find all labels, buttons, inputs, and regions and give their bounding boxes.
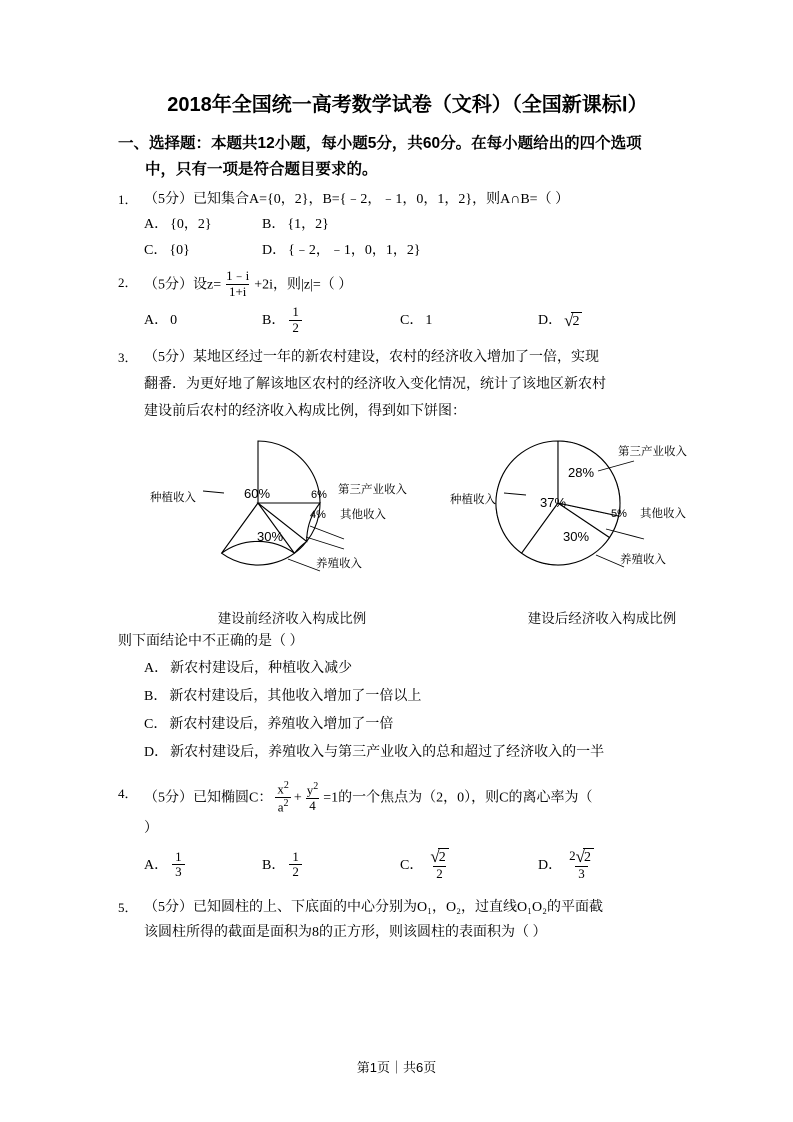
option-1-a-text: {0，2} [170, 217, 212, 232]
question-5-number: 5． [118, 899, 138, 915]
option-1-c [144, 238, 262, 264]
option-3-d: D． 新农村建设后，养殖收入与第三产业收入的总和超过了经济收入的一半 [144, 745, 605, 761]
question-1 [118, 187, 697, 212]
pie-after-value-qita: 5% [611, 508, 627, 521]
section-heading-lead: 一、选择题： [118, 135, 212, 152]
option-1-b-label: B． [262, 217, 286, 232]
option-3-a: A． 新农村建设后，种植收入减少 [144, 661, 353, 677]
option-4-d: D． 2 √ 2 3 [538, 849, 668, 883]
question-2-stem [144, 270, 697, 300]
option-2-b: B． $\frac{1}{2}$ [262, 306, 400, 336]
option-4-c: C． √ 2 2 [400, 849, 538, 883]
pie-before-value-disanchanye: 6% [311, 489, 327, 502]
section-heading-rest: 本题共12小题，每小题5分，共60分。在每小题给出的四个选项 [211, 135, 642, 152]
pie-charts-figure [118, 431, 697, 627]
question-4-fraction-2: $\frac{y^2}{4}$ [306, 781, 319, 814]
page-title: 2018年全国统一高考数学试卷（文科）（全国新课标Ⅰ） [167, 94, 648, 116]
pie-before-label-disanchanye: 第三产业收入 [338, 484, 407, 497]
pie-after-value-yangzhi: 30% [563, 529, 590, 545]
question-2-fraction: $\frac{1﹣i}{1+i}$ [226, 268, 250, 299]
pie-before-value-zhongzhi: 60% [244, 486, 271, 502]
question-2-stem-pre: （5分）设z= [144, 277, 222, 293]
option-1-d-label: D． [262, 243, 287, 258]
pie-after-value-zhongzhi: 37% [540, 495, 567, 511]
question-4-stem-post: =1的一个焦点为（2，0），则C的离心率为（ [323, 790, 593, 806]
section-heading [118, 131, 697, 183]
question-3-after-chart: 则下面结论中不正确的是（ ） [118, 634, 304, 650]
option-4-b: B． $\frac{1}{2}$ [262, 849, 400, 883]
pie-before-value-yangzhi: 30% [257, 529, 284, 545]
question-5-stem-line1: （5分）已知圆柱的上、下底面的中心分别为O₁，O₂，过直线O₁O₂的平面截 [144, 899, 603, 915]
option-1-a-label: A． [144, 217, 169, 232]
option-3-b: B． 新农村建设后，其他收入增加了一倍以上 [144, 689, 422, 705]
pie-chart-after [448, 431, 748, 627]
question-3-stem-line3: 建设前后农村的经济收入构成比例，得到如下饼图： [144, 404, 466, 420]
option-1-c-text: {0} [169, 243, 190, 258]
question-4-number: 4． [118, 786, 138, 802]
question-4-stem-pre: （5分）已知椭圆C： [144, 790, 273, 806]
question-1-number: 1． [118, 192, 138, 207]
question-2-number: 2． [118, 275, 138, 290]
question-3-stem-line2: 翻番．为更好地了解该地区农村的经济收入变化情况，统计了该地区新农村 [144, 377, 606, 393]
question-2-options [144, 306, 697, 336]
option-2-d: D． √ 2 [538, 306, 668, 336]
question-3-number: 3． [118, 350, 138, 366]
question-4: 4． （5分）已知椭圆C： $\frac{x^2}{a^2}$ + $\frac{y^2}{4}$ =1的一个焦点为（2，0），则C的离心率为（ ） [118, 781, 697, 841]
option-1-b-text: {1，2} [287, 217, 329, 232]
question-3 [118, 344, 697, 425]
section-heading-line2: 中，只有一项是符合题目要求的。 [145, 161, 378, 178]
pie-after-label-yangzhi: 养殖收入 [620, 554, 666, 567]
question-4-options [144, 846, 697, 883]
question-3-stem-line1: （5分）某地区经过一年的新农村建设，农村的经济收入增加了一倍，实现 [144, 350, 599, 366]
pie-after-value-disanchanye: 28% [568, 465, 595, 481]
pie-chart-before-svg [148, 431, 448, 596]
question-5 [118, 895, 697, 945]
option-2-a: A． 0 [144, 313, 178, 329]
pie-after-label-qita: 其他收入 [640, 508, 686, 521]
option-1-a [144, 212, 262, 238]
pie-chart-before [148, 431, 448, 627]
question-5-stem-line2: 该圆柱所得的截面是面积为8的正方形，则该圆柱的表面积为（ ） [144, 924, 547, 940]
pie-before-label-qita: 其他收入 [340, 509, 386, 522]
question-1-stem: （5分）已知集合A={0，2}，B={﹣2，﹣1，0，1，2}，则A∩B=（ ） [144, 192, 570, 207]
pie-before-label-zhongzhi: 种植收入 [150, 492, 196, 505]
option-1-b [262, 212, 400, 238]
pie-after-caption: 建设后经济收入构成比例 [527, 611, 677, 627]
question-4-stem-line2: ） [144, 820, 158, 836]
pie-chart-after-svg [448, 431, 748, 596]
page-footer: 第1页｜共6页 [356, 1060, 437, 1075]
option-1-d [262, 238, 421, 264]
option-2-c: C． 1 [400, 313, 433, 329]
pie-before-label-yangzhi: 养殖收入 [316, 558, 362, 571]
question-2 [118, 270, 697, 300]
option-1-c-label: C． [144, 243, 168, 258]
question-1-options [144, 212, 697, 264]
pie-after-label-disanchanye: 第三产业收入 [618, 446, 687, 459]
option-1-d-text: {﹣2，﹣1，0，1，2} [288, 243, 421, 258]
option-4-a: A． $\frac{1}{3}$ [144, 849, 262, 883]
pie-before-value-qita: 4% [310, 509, 326, 522]
question-2-stem-post: +2i，则|z|=（ ） [254, 277, 353, 293]
pie-after-label-zhongzhi: 种植收入 [450, 494, 496, 507]
question-4-fraction-1: $\frac{x^2}{a^2}$ [274, 780, 292, 815]
pie-before-caption: 建设前经济收入构成比例 [217, 611, 367, 627]
option-3-c: C． 新农村建设后，养殖收入增加了一倍 [144, 717, 394, 733]
